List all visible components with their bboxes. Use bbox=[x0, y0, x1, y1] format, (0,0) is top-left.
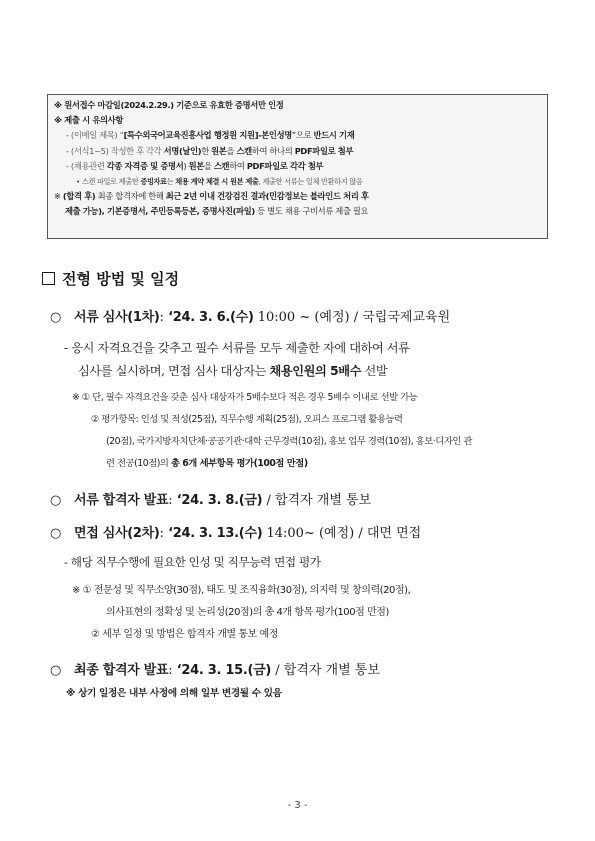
stage1-note-3: (20점), 국가지방자치단체·공공기관·대학 근무경력(10점), 홍보 업무 경력(10점), 홍보·디자인 관 bbox=[106, 436, 472, 447]
stage1-desc-line2: 심사를 실시하며, 면접 심사 대상자는 채용인원의 5배수 선발 bbox=[78, 364, 388, 378]
stage-interview: ○ 면접 심사(2차): ‘24. 3. 13.(수) 14:00~ (예정) / 대면 면접 bbox=[50, 526, 422, 541]
stage-document-review: ○ 서류 심사(1차): ‘24. 3. 6.(수) 10:00 ~ (예정) / 국립국제교육원 bbox=[50, 310, 451, 325]
stage-document-result: ○ 서류 합격자 발표: ‘24. 3. 8.(금) / 합격자 개별 통보 bbox=[50, 493, 372, 508]
notice-line-after-pass: ※ (합격 후) 최종 합격자에 한해 최근 2년 이내 건강검진 결과(민감정보는 블라인드 처리 후 bbox=[54, 191, 369, 202]
stage3-desc-line1: - 해당 직무수행에 필요한 인성 및 직무능력 면접 평가 bbox=[64, 555, 321, 569]
schedule-change-note: ※ 상기 일정은 내부 사정에 의해 일부 변경될 수 있음 bbox=[66, 688, 282, 699]
notice-line-scan-note: • 스캔 파일로 제출한 증빙자료는 채용 계약 체결 시 원본 제출, 제출한 서류는 일체 반환하지 않음 bbox=[76, 177, 363, 187]
square-bullet-icon bbox=[42, 272, 55, 285]
notice-line-documents: 제출 가능), 기본증명서, 주민등록등본, 증명사진(파일) 등 별도 채용 구비서류 제출 필요 bbox=[65, 206, 369, 217]
stage1-note-1: ※ ① 단, 필수 자격요건을 갖춘 심사 대상자가 5배수보다 적은 경우 5배수 이내로 선발 가능 bbox=[72, 392, 418, 403]
stage3-note-1: ※ ① 전문성 및 직무소양(30점), 태도 및 조직융화(30점), 의지력 및 창의력(20점), bbox=[72, 585, 411, 596]
stage3-note-2: 의사표현의 정확성 및 논리성(20점)의 총 4개 항목 평가(100점 만점) bbox=[106, 607, 389, 618]
notice-line-email-subject: - (이메일 제목) “[특수외국어교육진흥사업 행정원 지원]-본인성명”으로 반드시 기재 bbox=[66, 130, 355, 141]
notice-line-deadline: ※ 원서접수 마감일(2024.2.29.) 기준으로 유효한 증명서만 인정 bbox=[54, 100, 284, 110]
notice-box bbox=[47, 94, 548, 239]
notice-line-certificates: - (채용관련 각종 자격증 및 증명서) 원본을 스캔하여 PDF파일로 각각 첨부 bbox=[66, 160, 324, 171]
section-title: 전형 방법 및 일정 bbox=[42, 268, 179, 289]
stage1-note-4: 련 전공(10점)의 총 6개 세부항목 평가(100점 만점) bbox=[106, 458, 308, 469]
notice-line-forms: - (서식1~5) 작성한 후 각각 서명(날인)한 원본을 스캔하여 하나의 PDF파일로 첨부 bbox=[66, 145, 354, 156]
stage-final-result: ○ 최종 합격자 발표: ‘24. 3. 15.(금) / 합격자 개별 통보 bbox=[50, 663, 380, 678]
stage3-note-3: ② 세부 일정 및 방법은 합격자 개별 통보 예정 bbox=[91, 629, 278, 640]
page-number: - 3 - bbox=[287, 800, 308, 811]
stage1-desc-line1: - 응시 자격요건을 갖추고 필수 서류를 모두 제출한 자에 대하여 서류 bbox=[64, 341, 410, 355]
stage1-note-2: ② 평가항목: 인성 및 적성(25점), 직무수행 계획(25점), 오피스 프로그램 활용능력 bbox=[91, 414, 403, 425]
notice-line-submission: ※ 제출 시 유의사항 bbox=[54, 115, 123, 126]
